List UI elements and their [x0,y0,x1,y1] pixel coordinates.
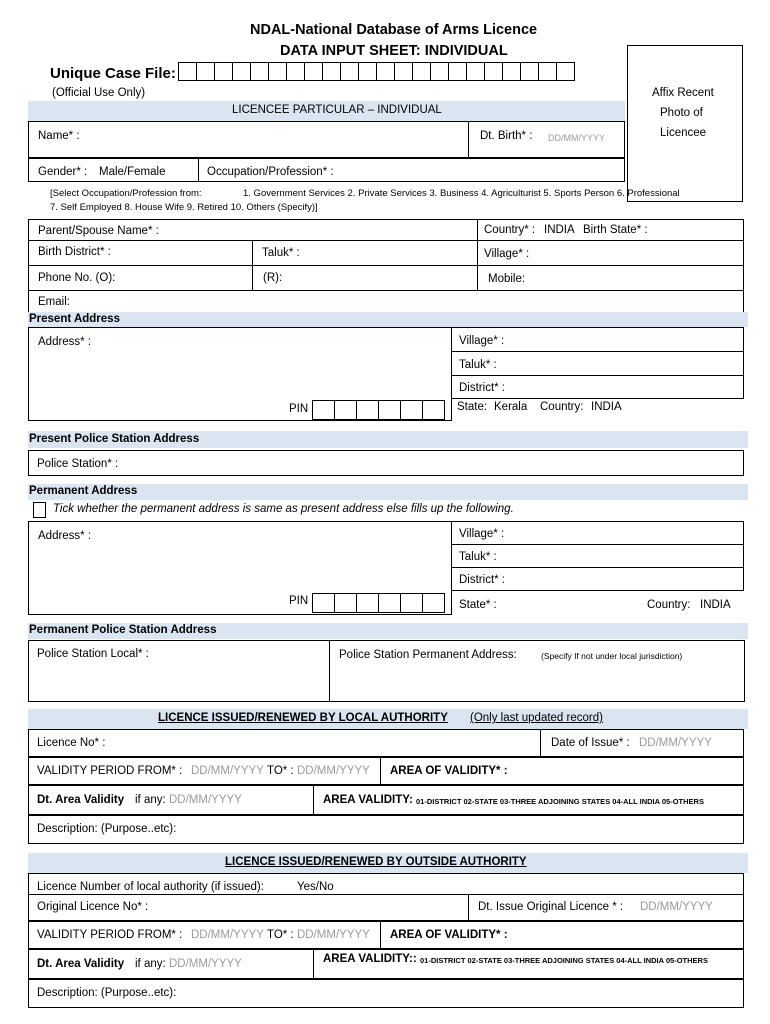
local-validity-from-input[interactable]: DD/MM/YYYY [191,765,264,777]
outside-if-any: if any: [135,958,166,970]
email-label: Email: [38,296,70,308]
permanent-country-value[interactable]: INDIA [700,599,731,611]
permanent-police-title: Permanent Police Station Address [29,624,217,636]
same-address-note: Tick whether the permanent address is same as present address else fills up the following. [53,503,514,515]
local-area-validity-options[interactable]: 01-DISTRICT 02-STATE 03-THREE ADJOINING STATES 04-ALL INDIA 05-OTHERS [416,797,704,806]
photo-text-1: Affix Recent [652,87,714,99]
outside-original-no-label: Original Licence No* : [37,901,149,913]
present-address-title: Present Address [29,313,120,325]
local-dt-area-input[interactable]: DD/MM/YYYY [169,794,242,806]
local-licence-note: (Only last updated record) [470,712,603,724]
gender-input[interactable]: Male/Female [99,166,166,178]
local-area-validity-label: AREA VALIDITY: [323,794,413,806]
present-police-title: Present Police Station Address [29,433,200,445]
local-description-label: Description: (Purpose..etc): [37,823,177,835]
outside-dt-area-label: Dt. Area Validity [37,958,125,970]
police-station-local-label: Police Station Local* : [37,648,149,660]
gender-label: Gender* : [38,166,88,178]
present-state-label: State: [457,401,488,413]
permanent-address-label: Address* : [38,530,92,542]
local-date-issue-label: Date of Issue* : [551,737,630,749]
local-validity-to-input[interactable]: DD/MM/YYYY [297,765,370,777]
outside-area-of-validity-label: AREA OF VALIDITY* : [390,929,508,941]
permanent-pin-label: PIN [289,595,309,607]
permanent-state-label: State* : [459,599,497,611]
photo-text-3: Licencee [660,127,707,139]
local-area-of-validity-label: AREA OF VALIDITY* : [390,765,508,777]
outside-validity-to-label: TO* : [267,929,294,941]
present-district-label: District* : [459,382,505,394]
outside-dt-issue-input[interactable]: DD/MM/YYYY [640,901,713,913]
permanent-district-label: District* : [459,574,505,586]
local-licence-no-row [28,729,744,757]
outside-dt-area-input[interactable]: DD/MM/YYYY [169,958,242,970]
local-licence-title: LICENCE ISSUED/RENEWED BY LOCAL AUTHORITY [158,712,448,724]
permanent-country-label: Country: [647,599,691,611]
form-subtitle: DATA INPUT SHEET: INDIVIDUAL [280,43,508,59]
country-label: Country* : [484,224,536,236]
birth-district-label: Birth District* : [38,246,111,258]
dob-input[interactable]: DD/MM/YYYY [548,133,606,143]
licencee-band-title: LICENCEE PARTICULAR – INDIVIDUAL [232,104,442,116]
same-address-checkbox[interactable] [33,502,46,518]
birth-state-label: Birth State* : [583,224,648,236]
present-pin-label: PIN [289,403,309,415]
phone-office-label: Phone No. (O): [38,272,116,284]
present-country-label: Country: [540,401,584,413]
outside-local-number-label: Licence Number of local authority (if issued): [37,881,264,893]
occupation-label: Occupation/Profession* : [207,166,334,178]
parent-spouse-label: Parent/Spouse Name* : [38,225,159,237]
form-title: NDAL-National Database of Arms Licence [250,22,538,38]
occupation-note-3: 7. Self Employed 8. House Wife 9. Retired 10. Others (Specify)] [50,202,318,213]
outside-validity-to-input[interactable]: DD/MM/YYYY [297,929,370,941]
present-state-value[interactable]: Kerala [494,401,528,413]
mobile-label: Mobile: [488,273,526,285]
outside-area-validity-label: AREA VALIDITY:: [323,953,417,965]
local-validity-label: VALIDITY PERIOD FROM* : [37,765,183,777]
police-station-permanent-label: Police Station Permanent Address: [339,649,517,661]
name-input[interactable] [110,124,462,154]
present-village-label: Village* : [459,335,505,347]
outside-licence-title: LICENCE ISSUED/RENEWED BY OUTSIDE AUTHORITY [225,856,527,868]
local-validity-to-label: TO* : [267,765,294,777]
case-file-label: Unique Case File: [50,65,176,82]
country-value[interactable]: INDIA [544,224,575,236]
present-pin-cells[interactable] [312,400,444,420]
present-address-band [28,312,748,327]
local-licence-no-label: Licence No* : [37,737,106,749]
photo-text-2: Photo of [660,107,703,119]
local-dt-area-label: Dt. Area Validity [37,794,125,806]
present-country-value[interactable]: INDIA [591,401,622,413]
dob-label: Dt. Birth* : [480,130,533,142]
name-label: Name* : [38,130,80,142]
case-file-cells[interactable] [178,62,574,81]
official-use-note: (Official Use Only) [52,87,146,99]
occupation-note-1: [Select Occupation/Profession from: [50,188,202,199]
local-if-any: if any: [135,794,166,806]
permanent-pin-cells[interactable] [312,593,444,613]
outside-area-validity-options[interactable]: 01-DISTRICT 02-STATE 03-THREE ADJOINING STATES 04-ALL INDIA 05-OTHERS [420,956,708,965]
occupation-note-2: 1. Government Services 2. Private Services 3. Business 4. Agriculturist 5. Sports Person 6. Professional [243,188,680,199]
present-address-label: Address* : [38,336,92,348]
permanent-address-title: Permanent Address [29,485,138,497]
police-station-permanent-note: (Specify If not under local jurisdiction) [541,651,683,661]
outside-local-number-value[interactable]: Yes/No [297,881,334,893]
present-taluk-label: Taluk* : [459,359,497,371]
taluk-label: Taluk* : [262,247,300,259]
outside-validity-label: VALIDITY PERIOD FROM* : [37,929,183,941]
photo-box[interactable] [627,45,743,202]
permanent-taluk-label: Taluk* : [459,551,497,563]
village-label: Village* : [484,248,530,260]
local-date-issue-input[interactable]: DD/MM/YYYY [639,737,712,749]
outside-dt-issue-label: Dt. Issue Original Licence * : [478,901,624,913]
permanent-village-label: Village* : [459,528,505,540]
present-police-station-input[interactable] [28,450,744,476]
outside-validity-from-input[interactable]: DD/MM/YYYY [191,929,264,941]
phone-residence-label: (R): [263,272,283,284]
outside-description-label: Description: (Purpose..etc): [37,987,177,999]
present-police-station-label: Police Station* : [37,458,119,470]
